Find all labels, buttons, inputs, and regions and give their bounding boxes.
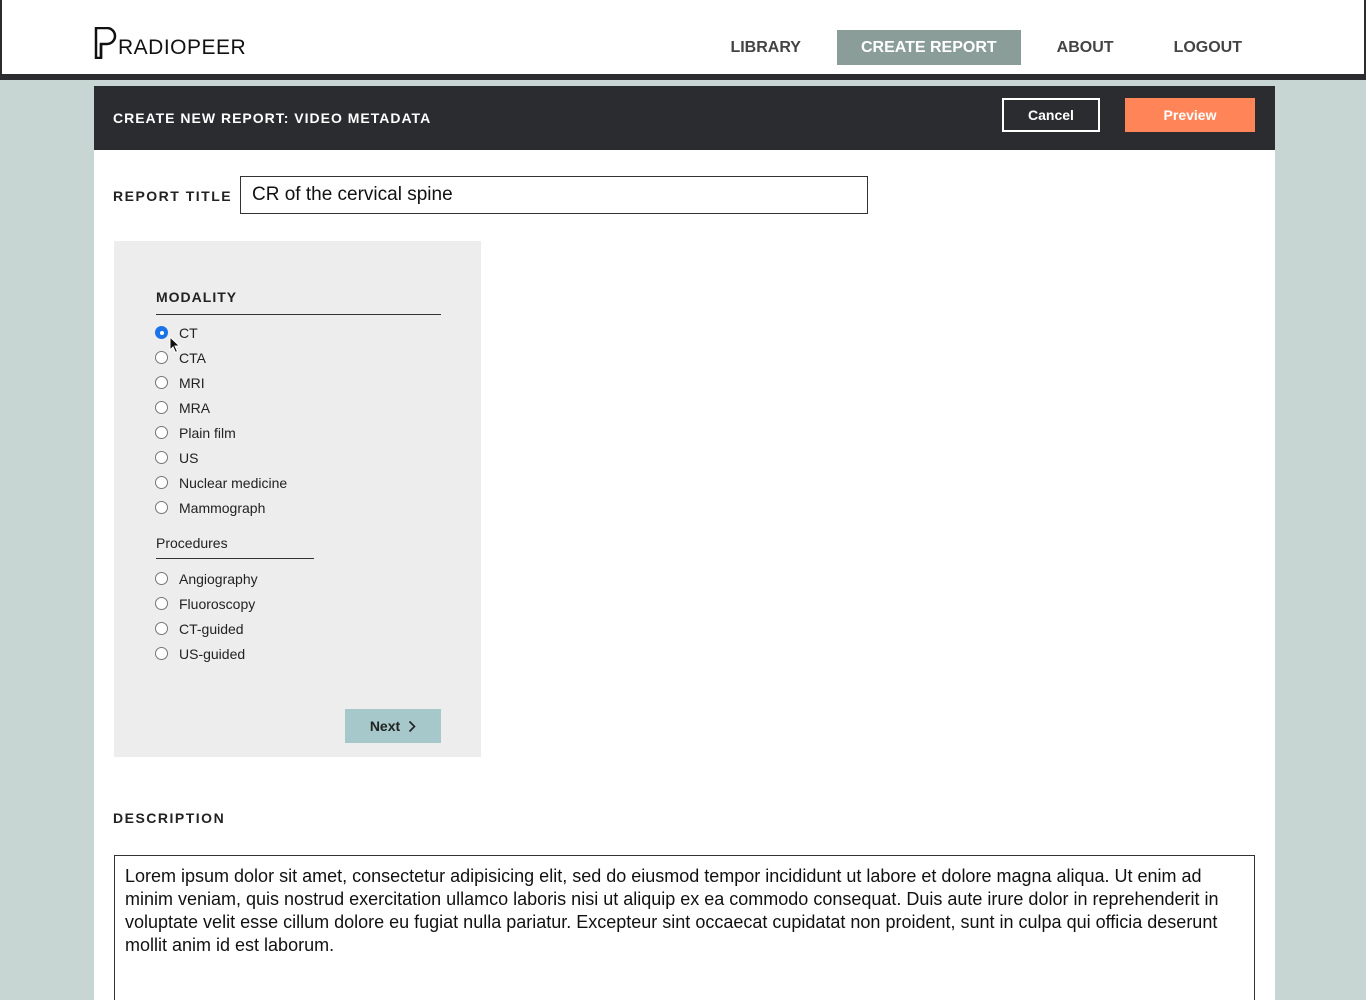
radio-button[interactable] [155,476,168,489]
procedures-heading: Procedures [156,535,314,559]
next-button[interactable] [345,709,441,743]
radio-button[interactable] [155,401,168,414]
option-label: CT [179,324,198,341]
radio-button[interactable] [155,647,168,660]
modality-option-mammograph[interactable] [155,495,287,520]
option-label: US-guided [179,645,246,662]
option-label: MRA [179,399,211,416]
main-nav [694,30,1266,65]
page-title: CREATE NEW REPORT: VIDEO METADATA [113,110,432,126]
logo[interactable] [94,25,246,59]
option-label: Nuclear medicine [179,474,288,491]
radio-button[interactable] [155,326,168,339]
modality-option-mra[interactable] [155,395,287,420]
logo-r-icon [94,27,118,59]
option-label: Angiography [179,570,258,587]
logo-text: RADIOPEER [118,36,247,59]
chevron-right-icon [408,720,416,733]
procedure-option-ct-guided[interactable] [155,616,258,641]
radio-button[interactable] [155,597,168,610]
radio-button[interactable] [155,622,168,635]
modality-option-nuclear-medicine[interactable] [155,470,287,495]
option-label: Mammograph [179,499,266,516]
cancel-button[interactable]: Cancel [1002,98,1100,132]
description-label: DESCRIPTION [113,810,226,826]
procedure-option-us-guided[interactable] [155,641,258,666]
next-label: Next [369,718,401,734]
option-label: CT-guided [179,620,244,637]
option-label: Plain film [179,424,236,441]
modality-panel [114,241,481,757]
procedure-option-angiography[interactable] [155,566,258,591]
radio-button[interactable] [155,501,168,514]
procedure-options [155,566,258,666]
preview-button[interactable]: Preview [1125,98,1255,132]
nav-create-report[interactable]: CREATE REPORT [837,30,1021,65]
report-title-label: REPORT TITLE [113,188,233,204]
modality-heading: MODALITY [156,289,441,315]
report-card [94,86,1275,1000]
description-textarea[interactable]: Lorem ipsum dolor sit amet, consectetur adipisicing elit, sed do eiusmod tempor incididunt ut labore et dolore magna aliqua. Ut enim ad minim veniam, quis nostrud exercitation ullamco laboris nisi ut aliquip ex ea commodo consequat. Duis aute irure dolor in reprehenderit in voluptate velit esse cillum dolore eu fugiat nulla pariatur. Excepteur sint occaecat cupidatat non proident, sunt in culpa qui officia deserunt mollit anim id est laborum. [114,855,1255,1000]
radio-button[interactable] [155,451,168,464]
radio-button[interactable] [155,426,168,439]
option-label: MRI [179,374,205,391]
card-header [94,86,1275,150]
option-label: CTA [179,349,206,366]
report-title-input[interactable] [240,176,868,214]
radio-button[interactable] [155,376,168,389]
modality-option-us[interactable] [155,445,287,470]
option-label: US [179,449,199,466]
option-label: Fluoroscopy [179,595,256,612]
top-bar [0,0,1366,80]
nav-library[interactable]: LIBRARY [730,39,801,56]
modality-option-mri[interactable] [155,370,287,395]
procedure-option-fluoroscopy[interactable] [155,591,258,616]
radio-button[interactable] [155,572,168,585]
mouse-cursor-icon [169,336,181,354]
nav-logout[interactable]: LOGOUT [1173,39,1242,56]
nav-about[interactable]: ABOUT [1056,39,1114,56]
modality-option-plain-film[interactable] [155,420,287,445]
radio-button[interactable] [155,351,168,364]
